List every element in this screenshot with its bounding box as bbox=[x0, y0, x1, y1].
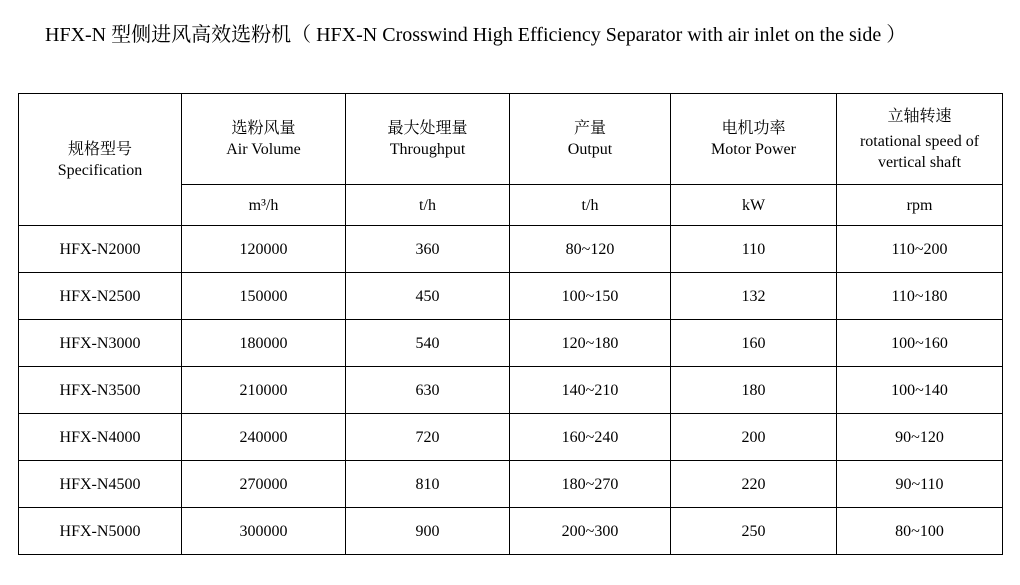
header-motor-power bbox=[671, 94, 837, 185]
table-body bbox=[19, 226, 1003, 555]
header-rotational-speed bbox=[837, 94, 1003, 185]
cell-output: 80~120 bbox=[510, 226, 671, 273]
header-en: rotational speed of bbox=[859, 132, 980, 150]
table-row bbox=[19, 414, 1003, 461]
unit-output: t/h bbox=[510, 185, 671, 226]
cell-rotational-speed: 90~120 bbox=[837, 414, 1003, 461]
header-cn: 电机功率 bbox=[721, 120, 786, 137]
unit-air-volume: m³/h bbox=[182, 185, 346, 226]
cell-motor-power: 160 bbox=[671, 320, 837, 367]
cell-output: 160~240 bbox=[510, 414, 671, 461]
header-en: Air Volume bbox=[226, 141, 301, 158]
table-row bbox=[19, 226, 1003, 273]
cell-air-volume: 300000 bbox=[182, 508, 346, 555]
cell-throughput: 450 bbox=[346, 273, 510, 320]
cell-throughput: 810 bbox=[346, 461, 510, 508]
table-row bbox=[19, 273, 1003, 320]
table-row bbox=[19, 461, 1003, 508]
cell-motor-power: 180 bbox=[671, 367, 837, 414]
unit-throughput: t/h bbox=[346, 185, 510, 226]
cell-rotational-speed: 100~160 bbox=[837, 320, 1003, 367]
cell-output: 100~150 bbox=[510, 273, 671, 320]
header-air-volume bbox=[182, 94, 346, 185]
cell-throughput: 360 bbox=[346, 226, 510, 273]
header-en: Throughput bbox=[389, 141, 466, 158]
header-en: Output bbox=[567, 141, 613, 158]
cell-throughput: 630 bbox=[346, 367, 510, 414]
header-cn: 立轴转速 bbox=[887, 107, 952, 125]
cell-specification: HFX-N2500 bbox=[19, 273, 182, 320]
header-en-line2: vertical shaft bbox=[877, 153, 962, 171]
header-en: Motor Power bbox=[711, 141, 796, 158]
cell-output: 200~300 bbox=[510, 508, 671, 555]
header-cn: 最大处理量 bbox=[387, 120, 468, 137]
header-cn: 规格型号 bbox=[67, 140, 132, 158]
unit-rotational-speed: rpm bbox=[837, 185, 1003, 226]
header-row bbox=[19, 94, 1003, 185]
header-cn: 产量 bbox=[573, 120, 606, 137]
header-output bbox=[510, 94, 671, 185]
cell-specification: HFX-N3000 bbox=[19, 320, 182, 367]
cell-rotational-speed: 80~100 bbox=[837, 508, 1003, 555]
cell-rotational-speed: 100~140 bbox=[837, 367, 1003, 414]
header-en: Specification bbox=[57, 161, 143, 179]
cell-air-volume: 180000 bbox=[182, 320, 346, 367]
cell-air-volume: 120000 bbox=[182, 226, 346, 273]
cell-output: 120~180 bbox=[510, 320, 671, 367]
cell-throughput: 540 bbox=[346, 320, 510, 367]
header-cn: 选粉风量 bbox=[231, 120, 296, 137]
cell-air-volume: 210000 bbox=[182, 367, 346, 414]
cell-specification: HFX-N2000 bbox=[19, 226, 182, 273]
cell-specification: HFX-N5000 bbox=[19, 508, 182, 555]
specification-table bbox=[18, 93, 1003, 555]
cell-air-volume: 240000 bbox=[182, 414, 346, 461]
cell-air-volume: 150000 bbox=[182, 273, 346, 320]
cell-output: 140~210 bbox=[510, 367, 671, 414]
header-throughput bbox=[346, 94, 510, 185]
cell-throughput: 900 bbox=[346, 508, 510, 555]
unit-motor-power: kW bbox=[671, 185, 837, 226]
cell-rotational-speed: 110~180 bbox=[837, 273, 1003, 320]
cell-specification: HFX-N4000 bbox=[19, 414, 182, 461]
table-row bbox=[19, 367, 1003, 414]
cell-motor-power: 250 bbox=[671, 508, 837, 555]
cell-motor-power: 200 bbox=[671, 414, 837, 461]
table-row bbox=[19, 320, 1003, 367]
header-specification bbox=[19, 94, 182, 226]
cell-specification: HFX-N3500 bbox=[19, 367, 182, 414]
cell-motor-power: 132 bbox=[671, 273, 837, 320]
cell-motor-power: 220 bbox=[671, 461, 837, 508]
cell-output: 180~270 bbox=[510, 461, 671, 508]
cell-rotational-speed: 110~200 bbox=[837, 226, 1003, 273]
cell-rotational-speed: 90~110 bbox=[837, 461, 1003, 508]
cell-throughput: 720 bbox=[346, 414, 510, 461]
cell-specification: HFX-N4500 bbox=[19, 461, 182, 508]
page-title: HFX-N 型侧进风高效选粉机（ HFX-N Crosswind High Efficiency Separator with air inlet on the side ） bbox=[45, 24, 907, 46]
table-row bbox=[19, 508, 1003, 555]
cell-air-volume: 270000 bbox=[182, 461, 346, 508]
cell-motor-power: 110 bbox=[671, 226, 837, 273]
